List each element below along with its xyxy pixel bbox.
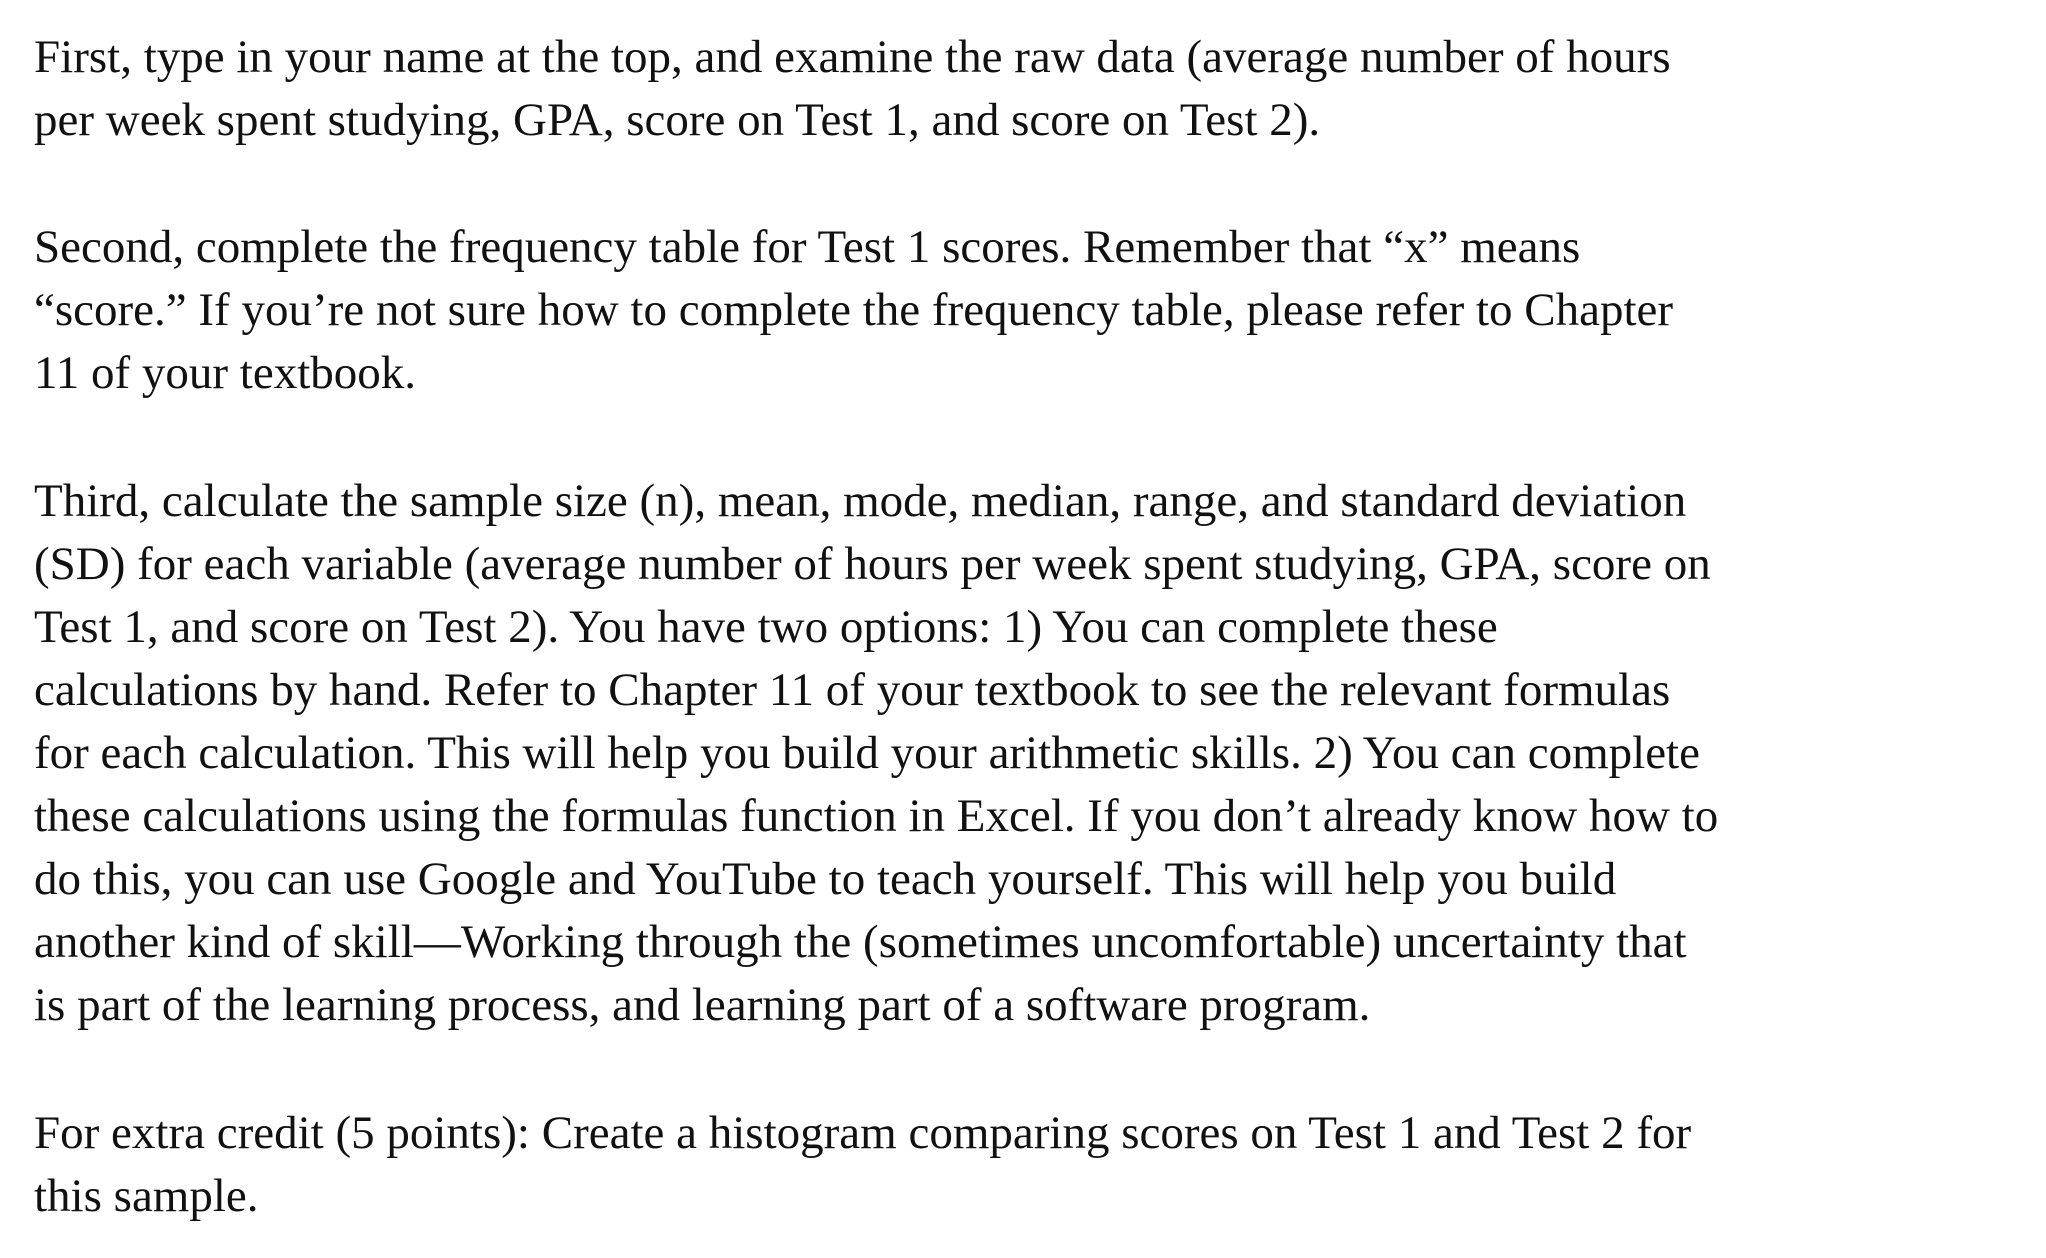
text-line: Test 1, and score on Test 2). You have two options: 1) You can complete these	[34, 601, 1498, 653]
paragraph-frequency-table-instructions	[34, 216, 1673, 405]
paragraph-extra-credit	[34, 1102, 1691, 1228]
text-line: Third, calculate the sample size (n), mean, mode, median, range, and standard deviation	[34, 475, 1687, 527]
text-line: For extra credit (5 points): Create a histogram comparing scores on Test 1 and Test 2 for	[34, 1107, 1692, 1159]
text-line: First, type in your name at the top, and examine the raw data (average number of hours	[34, 31, 1671, 83]
text-line: (SD) for each variable (average number of hours per week spent studying, GPA, score on	[34, 538, 1711, 590]
text-line: another kind of skill—Working through the (sometimes uncomfortable) uncertainty that	[34, 916, 1687, 968]
text-line: calculations by hand. Refer to Chapter 11 of your textbook to see the relevant formulas	[34, 664, 1671, 716]
text-line: 11 of your textbook.	[34, 347, 417, 399]
text-line: Second, complete the frequency table for Test 1 scores. Remember that “x” means	[34, 221, 1581, 273]
text-line: is part of the learning process, and learning part of a software program.	[34, 979, 1371, 1031]
paragraph-intro-instructions	[34, 26, 1671, 152]
paragraph-calculation-instructions	[34, 470, 1718, 1037]
text-line: for each calculation. This will help you build your arithmetic skills. 2) You can complete	[34, 727, 1700, 779]
text-line: this sample.	[34, 1170, 259, 1222]
text-line: do this, you can use Google and YouTube to teach yourself. This will help you build	[34, 853, 1617, 905]
text-line: per week spent studying, GPA, score on Test 1, and score on Test 2).	[34, 94, 1321, 146]
text-line: “score.” If you’re not sure how to complete the frequency table, please refer to Chapter	[34, 284, 1674, 336]
text-line: these calculations using the formulas function in Excel. If you don’t already know how to	[34, 790, 1719, 842]
